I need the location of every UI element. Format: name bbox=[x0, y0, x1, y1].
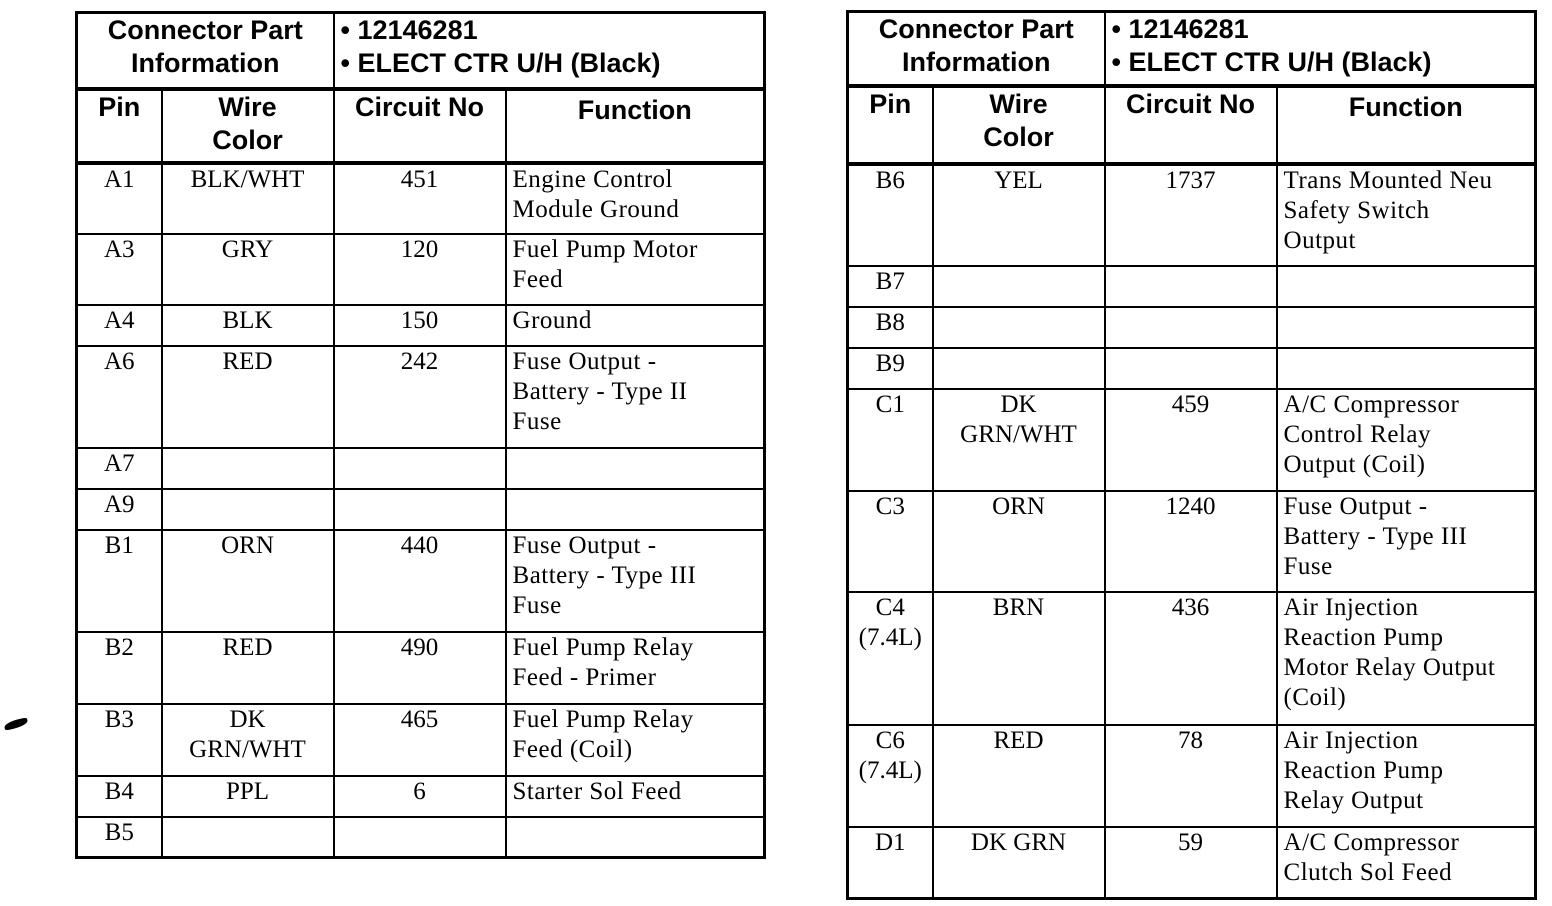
table-row bbox=[77, 234, 765, 305]
wire-color-cell: BRN bbox=[933, 592, 1105, 725]
info-label-text: Connector Part Information bbox=[878, 14, 1074, 77]
header-function: Function bbox=[506, 89, 765, 163]
pin-cell: A6 bbox=[77, 346, 162, 448]
table-body-left bbox=[77, 163, 765, 858]
table-row bbox=[848, 348, 1536, 389]
function-cell: Ground bbox=[506, 305, 765, 346]
function-cell: Starter Sol Feed bbox=[506, 776, 765, 817]
circuit-number-cell: 465 bbox=[334, 704, 506, 776]
table-row bbox=[848, 164, 1536, 266]
connector-part-info-value bbox=[334, 13, 765, 89]
function-cell: Fuse Output - Battery - Type II Fuse bbox=[506, 346, 765, 448]
table-row bbox=[848, 389, 1536, 491]
circuit-number-cell: 150 bbox=[334, 305, 506, 346]
circuit-number-cell: 59 bbox=[1105, 827, 1277, 899]
circuit-number-cell: 6 bbox=[334, 776, 506, 817]
circuit-number-cell: 78 bbox=[1105, 725, 1277, 827]
pin-cell: A1 bbox=[77, 163, 162, 234]
function-cell: Fuel Pump Relay Feed - Primer bbox=[506, 632, 765, 704]
wire-color-cell: ORN bbox=[933, 491, 1105, 592]
header-wire-color: Wire Color bbox=[162, 89, 334, 163]
table-row bbox=[848, 491, 1536, 592]
function-cell: Fuel Pump Relay Feed (Coil) bbox=[506, 704, 765, 776]
wire-color-cell: PPL bbox=[162, 776, 334, 817]
table-row bbox=[848, 266, 1536, 307]
header-wire-color: Wire Color bbox=[933, 86, 1105, 164]
function-cell: Air Injection Reaction Pump Motor Relay Output (Coil) bbox=[1277, 592, 1536, 725]
wire-color-cell bbox=[162, 817, 334, 858]
circuit-number-cell: 490 bbox=[334, 632, 506, 704]
circuit-number-cell bbox=[334, 817, 506, 858]
wire-color-cell: BLK bbox=[162, 305, 334, 346]
circuit-number-cell: 242 bbox=[334, 346, 506, 448]
part-number: • 12146281 bbox=[340, 15, 478, 45]
circuit-number-cell: 440 bbox=[334, 530, 506, 632]
wire-color-cell: BLK/WHT bbox=[162, 163, 334, 234]
table-row bbox=[77, 448, 765, 489]
table-row bbox=[77, 530, 765, 632]
circuit-number-cell: 1737 bbox=[1105, 164, 1277, 266]
circuit-number-cell bbox=[1105, 266, 1277, 307]
wire-color-cell: RED bbox=[162, 346, 334, 448]
part-number: • 12146281 bbox=[1111, 14, 1249, 44]
table-row bbox=[77, 305, 765, 346]
circuit-number-cell: 459 bbox=[1105, 389, 1277, 491]
connector-table-left bbox=[75, 11, 766, 859]
table-row bbox=[848, 827, 1536, 899]
pin-cell: B7 bbox=[848, 266, 933, 307]
pin-cell: A3 bbox=[77, 234, 162, 305]
table-row bbox=[848, 725, 1536, 827]
table-row bbox=[77, 489, 765, 530]
pin-cell: B8 bbox=[848, 307, 933, 348]
function-cell bbox=[506, 489, 765, 530]
header-function: Function bbox=[1277, 86, 1536, 164]
info-label-text: Connector Part Information bbox=[107, 15, 303, 78]
circuit-number-cell bbox=[334, 448, 506, 489]
wire-color-cell: GRY bbox=[162, 234, 334, 305]
function-cell: Fuse Output - Battery - Type III Fuse bbox=[1277, 491, 1536, 592]
function-cell bbox=[1277, 266, 1536, 307]
function-cell bbox=[1277, 307, 1536, 348]
circuit-number-cell bbox=[1105, 307, 1277, 348]
function-cell: Engine Control Module Ground bbox=[506, 163, 765, 234]
pin-cell: B2 bbox=[77, 632, 162, 704]
header-pin: Pin bbox=[77, 89, 162, 163]
wire-color-cell bbox=[933, 348, 1105, 389]
function-cell: Air Injection Reaction Pump Relay Output bbox=[1277, 725, 1536, 827]
wire-color-cell bbox=[162, 489, 334, 530]
wire-color-cell bbox=[933, 266, 1105, 307]
function-cell: Fuel Pump Motor Feed bbox=[506, 234, 765, 305]
wire-color-cell: DK GRN/WHT bbox=[162, 704, 334, 776]
circuit-number-cell: 451 bbox=[334, 163, 506, 234]
pin-cell: B4 bbox=[77, 776, 162, 817]
wire-color-cell bbox=[933, 307, 1105, 348]
function-cell: Trans Mounted Neu Safety Switch Output bbox=[1277, 164, 1536, 266]
header-pin: Pin bbox=[848, 86, 933, 164]
wire-color-cell: RED bbox=[162, 632, 334, 704]
table-row bbox=[848, 307, 1536, 348]
circuit-number-cell bbox=[1105, 348, 1277, 389]
pin-cell: B9 bbox=[848, 348, 933, 389]
circuit-number-cell: 436 bbox=[1105, 592, 1277, 725]
function-cell: A/C Compressor Clutch Sol Feed bbox=[1277, 827, 1536, 899]
function-cell: Fuse Output - Battery - Type III Fuse bbox=[506, 530, 765, 632]
pin-cell: B3 bbox=[77, 704, 162, 776]
pin-cell: B1 bbox=[77, 530, 162, 632]
pin-cell: B6 bbox=[848, 164, 933, 266]
wire-color-cell: ORN bbox=[162, 530, 334, 632]
pin-cell: C6 (7.4L) bbox=[848, 725, 933, 827]
table-row bbox=[77, 704, 765, 776]
function-cell bbox=[506, 448, 765, 489]
circuit-number-cell: 120 bbox=[334, 234, 506, 305]
wire-color-cell: YEL bbox=[933, 164, 1105, 266]
table-row bbox=[77, 346, 765, 448]
pin-cell: C4 (7.4L) bbox=[848, 592, 933, 725]
part-description: • ELECT CTR U/H (Black) bbox=[1111, 47, 1432, 77]
function-cell bbox=[1277, 348, 1536, 389]
margin-marker bbox=[3, 717, 28, 731]
pin-cell: A4 bbox=[77, 305, 162, 346]
pin-cell: C3 bbox=[848, 491, 933, 592]
table-row bbox=[848, 592, 1536, 725]
pin-cell: A9 bbox=[77, 489, 162, 530]
pin-cell: C1 bbox=[848, 389, 933, 491]
circuit-number-cell: 1240 bbox=[1105, 491, 1277, 592]
pin-cell: A7 bbox=[77, 448, 162, 489]
table-row bbox=[77, 776, 765, 817]
table-row bbox=[77, 163, 765, 234]
table-row bbox=[77, 632, 765, 704]
connector-table-right bbox=[846, 10, 1537, 900]
wire-color-cell: DK GRN/WHT bbox=[933, 389, 1105, 491]
wire-color-cell bbox=[162, 448, 334, 489]
pin-cell: D1 bbox=[848, 827, 933, 899]
part-description: • ELECT CTR U/H (Black) bbox=[340, 48, 661, 78]
header-circuit-no: Circuit No bbox=[1105, 86, 1277, 164]
connector-part-info-label bbox=[77, 13, 334, 89]
wire-color-cell: DK GRN bbox=[933, 827, 1105, 899]
header-circuit-no: Circuit No bbox=[334, 89, 506, 163]
table-row bbox=[77, 817, 765, 858]
connector-part-info-label bbox=[848, 12, 1105, 86]
pin-cell: B5 bbox=[77, 817, 162, 858]
function-cell: A/C Compressor Control Relay Output (Coil) bbox=[1277, 389, 1536, 491]
table-body-right bbox=[848, 164, 1536, 899]
circuit-number-cell bbox=[334, 489, 506, 530]
function-cell bbox=[506, 817, 765, 858]
wire-color-cell: RED bbox=[933, 725, 1105, 827]
connector-part-info-value bbox=[1105, 12, 1536, 86]
